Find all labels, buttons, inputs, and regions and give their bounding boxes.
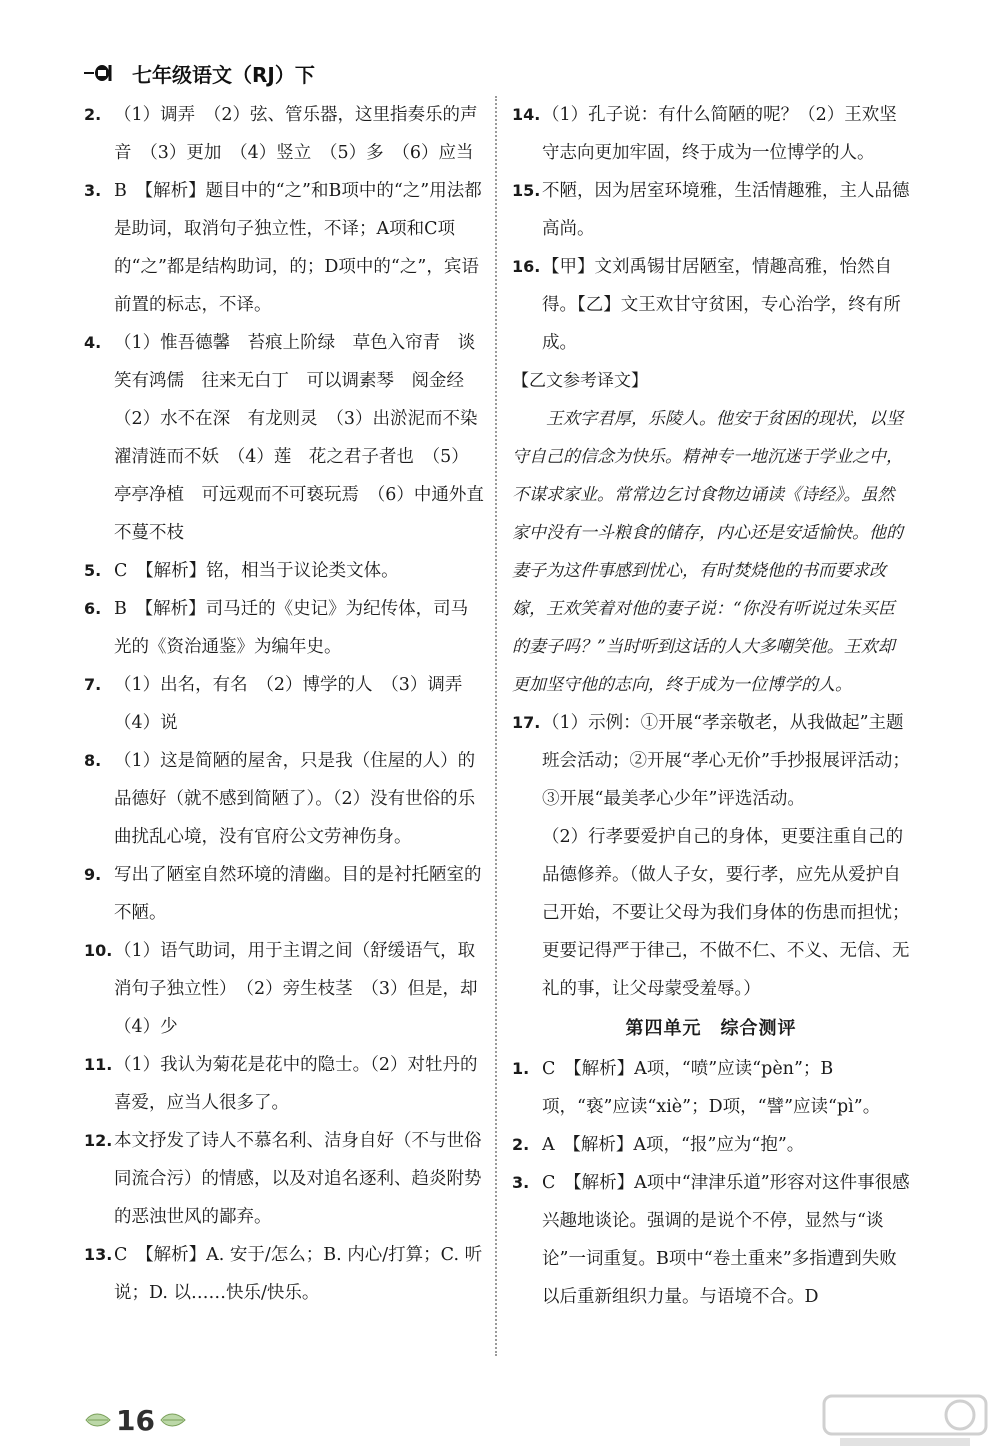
answer-text: （1）我认为菊花是花中的隐士。（2）对牡丹的喜爱，应当人很多了。 xyxy=(114,1055,478,1113)
watermark-logo-icon xyxy=(820,1392,990,1450)
answer-number: 8. xyxy=(84,751,102,770)
answer-item xyxy=(512,248,910,362)
answer-number: 4. xyxy=(84,333,102,352)
answer-item xyxy=(84,172,484,324)
answer-text: （2）行孝要爱护自己的身体，更要注重自己的品德修养。（做人子女，要行孝，应先从爱护自己开始，不要让父母为我们身体的伤患而担忧；更要记得严于律己，不做不仁、不义、无信、无礼的事，让父母蒙受羞辱。） xyxy=(542,827,910,999)
answer-text: （1）语气助词，用于主谓之间（舒缓语气，取消句子独立性） （2）旁生枝茎 （3）但是，却 （4）少 xyxy=(114,941,496,1037)
answer-number: 17. xyxy=(512,713,541,732)
answer-text: B 【解析】题目中的“之”和B项中的“之”用法都是助词，取消句子独立性，不译；A项和C项的“之”都是结构助词，的；D项中的“之”，宾语前置的标志，不译。 xyxy=(114,181,482,315)
answer-item xyxy=(84,96,484,172)
answer-number: 3. xyxy=(512,1173,530,1192)
page-number xyxy=(84,1400,187,1440)
answer-number: 13. xyxy=(84,1245,113,1264)
answer-number: 9. xyxy=(84,865,102,884)
answer-item xyxy=(84,324,502,552)
answer-item xyxy=(512,1126,910,1164)
answer-item xyxy=(84,856,484,932)
answer-text: C 【解析】A. 安于/怎么；B. 内心/打算；C. 听说；D. 以……快乐/快乐。 xyxy=(114,1245,483,1303)
page-number-text: 16 xyxy=(116,1403,155,1437)
answer-number: 2. xyxy=(512,1135,530,1154)
answer-item xyxy=(84,1046,484,1122)
book-logo-icon xyxy=(84,62,124,84)
header-title: 七年级语文（RJ）下 xyxy=(132,62,315,87)
answer-text: C 【解析】A项中“津津乐道”形容对这件事很感兴趣地谈论。强调的是说个不停，显然与“谈论”一词重复。B项中“卷土重来”多指遭到失败以后重新组织力量。与语境不合。D xyxy=(542,1173,910,1307)
answer-text: 不陋，因为居室环境雅，生活情趣雅，主人品德高尚。 xyxy=(542,181,910,239)
answer-text: （1）出名，有名 （2）博学的人 （3）调弄 （4）说 xyxy=(114,675,480,733)
right-column xyxy=(512,96,910,1316)
page-header xyxy=(84,58,315,88)
answer-number: 11. xyxy=(84,1055,113,1074)
answer-item xyxy=(512,96,910,172)
answer-item xyxy=(512,1050,910,1126)
answer-text: （1）示例：①开展“孝亲敬老，从我做起”主题班会活动；②开展“孝心无价”手抄报展评活动；③开展“最美孝心少年”评选活动。 xyxy=(542,713,910,809)
translation-heading: 【乙文参考译文】 xyxy=(512,371,648,391)
answer-item xyxy=(84,666,484,742)
answer-text: B 【解析】司马迁的《史记》为纪传体，司马光的《资治通鉴》为编年史。 xyxy=(114,599,469,657)
translation-body: 王欢字君厚，乐陵人。他安于贫困的现状，以坚守自己的信念为快乐。精神专一地沉迷于学业之中，不谋求家业。常常边乞讨食物边诵读《诗经》。虽然家中没有一斗粮食的储存，内心还是安适愉快。他的妻子为这件事感到忧心，有时焚烧他的书而要求改嫁，王欢笑着对他的妻子说：“你没有听说过朱买臣的妻子吗？”当时听到这话的人大多嘲笑他。王欢却更加坚守他的志向，终于成为一位博学的人。 xyxy=(512,409,903,695)
column-divider xyxy=(495,96,497,1356)
answer-item xyxy=(84,590,484,666)
answer-number: 16. xyxy=(512,257,541,276)
answer-text: （1）孔子说：有什么简陋的呢？（2）王欢坚守志向更加牢固，终于成为一位博学的人。 xyxy=(542,105,897,163)
answer-number: 15. xyxy=(512,181,541,200)
answer-number: 6. xyxy=(84,599,102,618)
answer-number: 10. xyxy=(84,941,113,960)
answer-number: 5. xyxy=(84,561,102,580)
answer-text: （1）这是简陋的屋舍，只是我（住屋的人）的品德好（就不感到简陋了）。（2）没有世俗的乐曲扰乱心境，没有官府公文劳神伤身。 xyxy=(114,751,476,847)
answer-text: C 【解析】A项，“喷”应读“pèn”；B项，“亵”应读“xiè”；D项，“譬”应读“pì”。 xyxy=(542,1059,881,1117)
answer-number: 7. xyxy=(84,675,102,694)
left-column xyxy=(84,96,502,1312)
section-title: 第四单元 综合测评 xyxy=(625,1018,797,1039)
answer-text: C 【解析】铭，相当于议论类文体。 xyxy=(114,561,399,581)
answer-item xyxy=(512,704,910,818)
answer-text: 【甲】文刘禹锡甘居陋室，情趣高雅，怡然自得。【乙】文王欢甘守贫困，专心治学，终有所成。 xyxy=(542,257,901,353)
leaf-ornament-icon xyxy=(84,1410,112,1430)
answer-item xyxy=(512,1164,910,1316)
answer-item xyxy=(84,742,484,856)
answer-number: 3. xyxy=(84,181,102,200)
leaf-ornament-icon xyxy=(159,1410,187,1430)
answer-number: 1. xyxy=(512,1059,530,1078)
answer-text: 写出了陋室自然环境的清幽。目的是衬托陋室的不陋。 xyxy=(114,865,482,923)
answer-number: 12. xyxy=(84,1131,113,1150)
answer-item xyxy=(84,932,496,1046)
answer-number: 2. xyxy=(84,105,102,124)
answer-item xyxy=(84,1122,484,1236)
answer-item xyxy=(512,172,910,248)
answer-item xyxy=(84,1236,484,1312)
answer-number: 14. xyxy=(512,105,541,124)
answer-text: 本文抒发了诗人不慕名利、洁身自好（不与世俗同流合污）的情感，以及对追名逐利、趋炎附势的恶浊世风的鄙弃。 xyxy=(114,1131,482,1227)
answer-text: （1）惟吾德馨 苔痕上阶绿 草色入帘青 谈笑有鸿儒 往来无白丁 可以调素琴 阅金经 （2）水不在深 有龙则灵 （3）出淤泥而不染 濯清涟而不妖 （4）莲 花之君子者也 （5）亭亭净植 可远观而不可亵玩焉 （6）中通外直 不蔓不枝 xyxy=(114,333,502,543)
answer-item xyxy=(512,818,910,1008)
answer-text: A 【解析】A项，“报”应为“抱”。 xyxy=(542,1135,805,1155)
answer-text: （1）调弄 （2）弦、管乐器，这里指奏乐的声音 （3）更加 （4）竖立 （5）多 （6）应当 xyxy=(114,105,478,163)
answer-item xyxy=(84,552,484,590)
